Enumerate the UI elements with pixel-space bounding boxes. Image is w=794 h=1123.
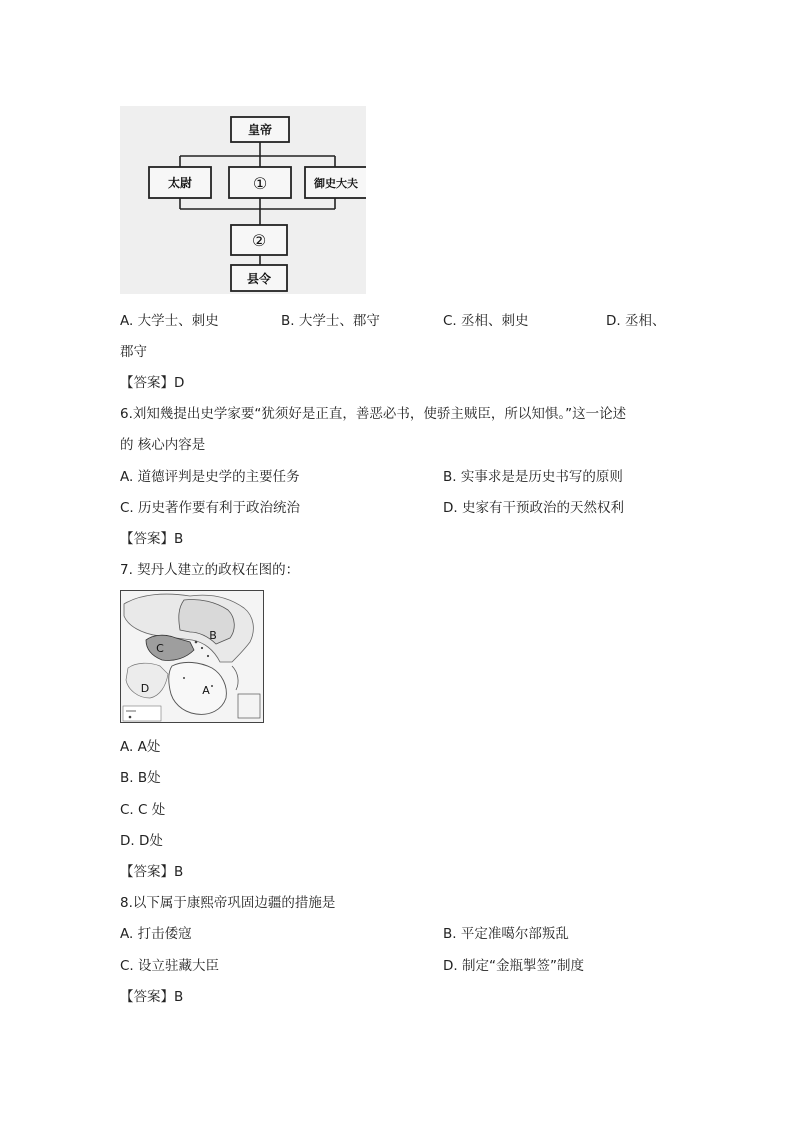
- label-yushi: 御史大夫: [314, 177, 358, 190]
- q6-stem-line1: 6.刘知幾提出史学家要“犹须好是正直，善恶必书，使骄主贼臣，所以知惧。”这一论述: [120, 406, 627, 422]
- org-chart-diagram: [120, 106, 366, 294]
- q7-option-a: A. A处: [120, 739, 161, 755]
- label-emperor: 皇帝: [247, 123, 273, 137]
- map-svg: [120, 590, 264, 723]
- map-label-c: C: [156, 642, 164, 655]
- label-1: ①: [252, 174, 268, 193]
- label-county: 县令: [246, 272, 272, 286]
- q7-answer: 【答案】B: [120, 864, 184, 880]
- q6-option-d: D. 史家有干预政治的天然权利: [443, 500, 624, 516]
- q8-answer: 【答案】B: [120, 989, 184, 1005]
- q8-stem: 8.以下属于康熙帝巩固边疆的措施是: [120, 895, 336, 911]
- historical-map: [120, 590, 264, 723]
- q7-stem: 7. 契丹人建立的政权在图的：: [120, 562, 300, 578]
- map-label-a: A: [202, 684, 210, 697]
- label-taiwei: 太尉: [167, 176, 193, 190]
- q5-option-a: A. 大学士、刺史: [120, 313, 219, 329]
- map-label-d: D: [140, 682, 150, 695]
- org-chart-svg: [120, 106, 366, 294]
- q5-option-b: B. 大学士、郡守: [281, 313, 380, 329]
- q6-option-c: C. 历史著作要有利于政治统治: [120, 500, 301, 516]
- label-2: ②: [251, 231, 267, 250]
- q6-option-b: B. 实事求是是历史书写的原则: [443, 469, 623, 485]
- q5-option-d: D. 丞相、: [606, 313, 666, 329]
- q5-option-d-cont: 郡守: [120, 344, 147, 360]
- q7-option-c: C. C 处: [120, 802, 166, 818]
- q5-answer: 【答案】D: [120, 375, 185, 391]
- q8-option-c: C. 设立驻藏大臣: [120, 958, 220, 974]
- map-label-b: B: [209, 629, 217, 642]
- q5-option-c: C. 丞相、刺史: [443, 313, 529, 329]
- q6-option-a: A. 道德评判是史学的主要任务: [120, 469, 300, 485]
- q6-answer: 【答案】B: [120, 531, 184, 547]
- q6-stem-line2: 的 核心内容是: [120, 437, 206, 453]
- q7-option-d: D. D处: [120, 833, 163, 849]
- q7-option-b: B. B处: [120, 770, 161, 786]
- q8-option-d: D. 制定“金瓶掣签”制度: [443, 958, 584, 974]
- q8-option-b: B. 平定准噶尔部叛乱: [443, 926, 569, 942]
- q8-option-a: A. 打击倭寇: [120, 926, 192, 942]
